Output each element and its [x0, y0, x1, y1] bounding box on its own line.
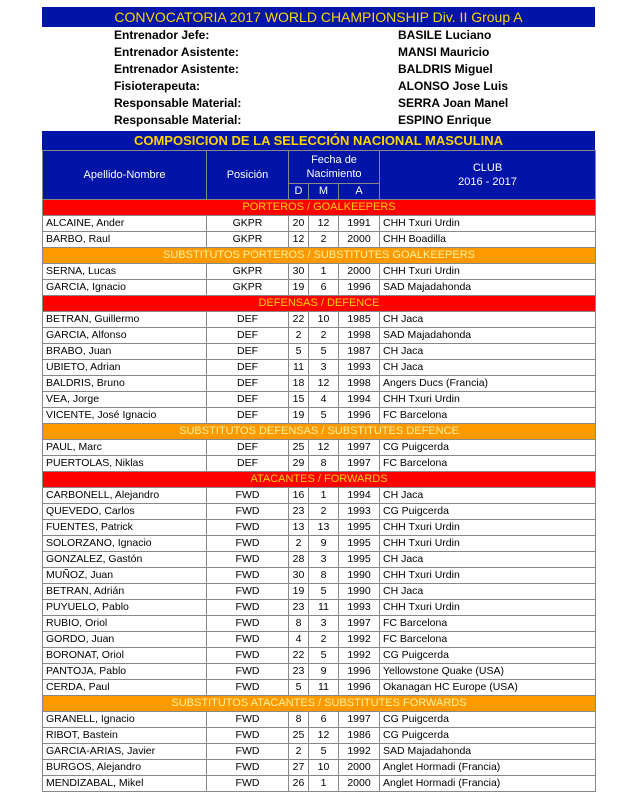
table-row: [43, 664, 596, 680]
table-row: [43, 616, 596, 632]
birth-month: 3: [309, 360, 339, 376]
birth-year: 1997: [339, 456, 380, 472]
player-name: MENDIZABAL, Mikel: [43, 776, 207, 792]
birth-year: 1998: [339, 376, 380, 392]
birth-year: 2000: [339, 232, 380, 248]
table-row: [43, 456, 596, 472]
player-name: RIBOT, Bastein: [43, 728, 207, 744]
table-row: [43, 264, 596, 280]
birth-year: 1991: [339, 216, 380, 232]
birth-month: 12: [309, 440, 339, 456]
staff-row: [114, 112, 584, 129]
table-row: [43, 760, 596, 776]
birth-year: 1986: [339, 728, 380, 744]
birth-year: 2000: [339, 776, 380, 792]
birth-year: 1993: [339, 504, 380, 520]
player-club: CH Jaca: [380, 552, 596, 568]
player-position: FWD: [207, 776, 289, 792]
player-name: MUÑOZ, Juan: [43, 568, 207, 584]
player-position: FWD: [207, 632, 289, 648]
table-row: [43, 744, 596, 760]
player-name: GARCIA, Alfonso: [43, 328, 207, 344]
table-row: [43, 504, 596, 520]
player-position: DEF: [207, 408, 289, 424]
player-name: GARCIA, Ignacio: [43, 280, 207, 296]
birth-month: 2: [309, 232, 339, 248]
birth-year: 1992: [339, 648, 380, 664]
birth-day: 5: [289, 344, 309, 360]
table-row: [43, 488, 596, 504]
birth-month: 2: [309, 504, 339, 520]
header-season: 2016 - 2017: [458, 176, 517, 188]
player-name: ALCAINE, Ander: [43, 216, 207, 232]
staff-row: [114, 78, 584, 95]
birth-day: 8: [289, 616, 309, 632]
header-club: [380, 151, 596, 200]
player-name: SOLORZANO, Ignacio: [43, 536, 207, 552]
player-position: FWD: [207, 728, 289, 744]
birth-day: 16: [289, 488, 309, 504]
section-title: SUBSTITUTOS ATACANTES / SUBSTITUTES FORWARDS: [43, 696, 596, 712]
player-club: CG Puigcerda: [380, 728, 596, 744]
player-name: VICENTE, José Ignacio: [43, 408, 207, 424]
birth-year: 1990: [339, 584, 380, 600]
player-position: DEF: [207, 312, 289, 328]
birth-day: 22: [289, 312, 309, 328]
player-position: FWD: [207, 488, 289, 504]
table-row: [43, 776, 596, 792]
birth-month: 2: [309, 632, 339, 648]
composition-title: COMPOSICION DE LA SELECCIÓN NACIONAL MASCULINA: [42, 131, 595, 150]
staff-role: Fisioterapeuta:: [114, 79, 201, 93]
table-row: [43, 584, 596, 600]
player-position: FWD: [207, 712, 289, 728]
player-club: SAD Majadahonda: [380, 744, 596, 760]
player-name: GORDO, Juan: [43, 632, 207, 648]
birth-year: 1995: [339, 552, 380, 568]
table-row: [43, 712, 596, 728]
birth-day: 19: [289, 584, 309, 600]
player-position: FWD: [207, 600, 289, 616]
staff-name: BALDRIS Miguel: [398, 62, 493, 76]
staff-role: Entrenador Asistente:: [114, 62, 239, 76]
player-club: CH Jaca: [380, 584, 596, 600]
player-name: VEA, Jorge: [43, 392, 207, 408]
birth-month: 2: [309, 328, 339, 344]
birth-day: 19: [289, 280, 309, 296]
player-club: CHH Txuri Urdin: [380, 264, 596, 280]
header-position: Posición: [207, 151, 289, 200]
player-club: CHH Txuri Urdin: [380, 520, 596, 536]
birth-month: 1: [309, 488, 339, 504]
player-name: PUERTOLAS, Niklas: [43, 456, 207, 472]
birth-month: 5: [309, 344, 339, 360]
table-row: [43, 728, 596, 744]
birth-year: 1993: [339, 600, 380, 616]
player-position: FWD: [207, 584, 289, 600]
staff-row: [114, 61, 584, 78]
player-club: FC Barcelona: [380, 616, 596, 632]
birth-month: 10: [309, 760, 339, 776]
player-name: PANTOJA, Pablo: [43, 664, 207, 680]
birth-year: 1994: [339, 488, 380, 504]
player-name: CARBONELL, Alejandro: [43, 488, 207, 504]
player-position: DEF: [207, 328, 289, 344]
player-position: GKPR: [207, 232, 289, 248]
table-row: [43, 648, 596, 664]
birth-day: 23: [289, 664, 309, 680]
birth-day: 25: [289, 440, 309, 456]
birth-month: 3: [309, 616, 339, 632]
header-month: M: [309, 184, 339, 200]
table-row: [43, 552, 596, 568]
birth-day: 28: [289, 552, 309, 568]
birth-year: 1997: [339, 440, 380, 456]
staff-role: Entrenador Jefe:: [114, 28, 210, 42]
player-position: DEF: [207, 440, 289, 456]
table-row: [43, 680, 596, 696]
table-row: [43, 376, 596, 392]
table-row: [43, 568, 596, 584]
birth-day: 30: [289, 264, 309, 280]
birth-day: 5: [289, 680, 309, 696]
birth-day: 18: [289, 376, 309, 392]
birth-day: 20: [289, 216, 309, 232]
player-position: FWD: [207, 760, 289, 776]
section-header: [43, 248, 596, 264]
birth-year: 1995: [339, 520, 380, 536]
player-club: CG Puigcerda: [380, 648, 596, 664]
birth-year: 1985: [339, 312, 380, 328]
player-name: BRABO, Juan: [43, 344, 207, 360]
document-title: CONVOCATORIA 2017 WORLD CHAMPIONSHIP Div. II Group A: [42, 7, 595, 27]
player-position: DEF: [207, 392, 289, 408]
player-position: FWD: [207, 520, 289, 536]
player-club: Angers Ducs (Francia): [380, 376, 596, 392]
table-row: [43, 520, 596, 536]
staff-row: [114, 44, 584, 61]
header-day: D: [289, 184, 309, 200]
player-club: CHH Boadilla: [380, 232, 596, 248]
player-club: CH Jaca: [380, 488, 596, 504]
birth-day: 25: [289, 728, 309, 744]
player-club: CG Puigcerda: [380, 504, 596, 520]
roster-body: [43, 200, 596, 792]
birth-day: 11: [289, 360, 309, 376]
birth-day: 2: [289, 328, 309, 344]
staff-row: [114, 95, 584, 112]
birth-month: 6: [309, 712, 339, 728]
player-name: BETRAN, Adrián: [43, 584, 207, 600]
birth-year: 1992: [339, 744, 380, 760]
player-position: FWD: [207, 568, 289, 584]
birth-year: 1996: [339, 280, 380, 296]
birth-year: 1995: [339, 536, 380, 552]
player-club: CG Puigcerda: [380, 440, 596, 456]
header-year: A: [339, 184, 380, 200]
player-club: Yellowstone Quake (USA): [380, 664, 596, 680]
birth-month: 8: [309, 568, 339, 584]
player-club: CHH Txuri Urdin: [380, 392, 596, 408]
birth-year: 1997: [339, 712, 380, 728]
player-name: RUBIO, Oriol: [43, 616, 207, 632]
player-club: CHH Txuri Urdin: [380, 600, 596, 616]
player-name: PUYUELO, Pablo: [43, 600, 207, 616]
table-row: [43, 440, 596, 456]
player-position: FWD: [207, 616, 289, 632]
player-club: FC Barcelona: [380, 632, 596, 648]
birth-month: 12: [309, 216, 339, 232]
table-row: [43, 360, 596, 376]
table-row: [43, 232, 596, 248]
birth-day: 22: [289, 648, 309, 664]
staff-name: BASILE Luciano: [398, 28, 492, 42]
section-title: ATACANTES / FORWARDS: [43, 472, 596, 488]
birth-month: 3: [309, 552, 339, 568]
player-club: Anglet Hormadi (Francia): [380, 760, 596, 776]
player-position: FWD: [207, 552, 289, 568]
staff-name: SERRA Joan Manel: [398, 96, 509, 110]
player-position: DEF: [207, 360, 289, 376]
table-row: [43, 408, 596, 424]
player-name: GRANELL, Ignacio: [43, 712, 207, 728]
birth-day: 12: [289, 232, 309, 248]
player-position: FWD: [207, 536, 289, 552]
staff-role: Entrenador Asistente:: [114, 45, 239, 59]
birth-day: 26: [289, 776, 309, 792]
birth-month: 5: [309, 584, 339, 600]
player-club: CH Jaca: [380, 312, 596, 328]
birth-year: 1994: [339, 392, 380, 408]
birth-year: 1993: [339, 360, 380, 376]
staff-role: Responsable Material:: [114, 96, 242, 110]
birth-month: 12: [309, 728, 339, 744]
player-club: SAD Majadahonda: [380, 280, 596, 296]
table-row: [43, 280, 596, 296]
player-position: FWD: [207, 648, 289, 664]
birth-year: 1998: [339, 328, 380, 344]
player-name: BETRAN, Guillermo: [43, 312, 207, 328]
birth-year: 1987: [339, 344, 380, 360]
birth-month: 5: [309, 744, 339, 760]
player-position: GKPR: [207, 280, 289, 296]
player-name: FUENTES, Patrick: [43, 520, 207, 536]
section-header: [43, 296, 596, 312]
birth-year: 2000: [339, 760, 380, 776]
birth-month: 10: [309, 312, 339, 328]
table-row: [43, 216, 596, 232]
section-title: DEFENSAS / DEFENCE: [43, 296, 596, 312]
table-row: [43, 312, 596, 328]
player-club: CG Puigcerda: [380, 712, 596, 728]
player-club: CH Jaca: [380, 344, 596, 360]
birth-day: 2: [289, 536, 309, 552]
table-row: [43, 600, 596, 616]
birth-month: 9: [309, 664, 339, 680]
player-name: GARCIA-ARIAS, Javier: [43, 744, 207, 760]
header-club-label: CLUB: [472, 162, 503, 174]
player-position: DEF: [207, 376, 289, 392]
header-dob: Fecha de Nacimiento: [289, 151, 380, 184]
player-name: SERNA, Lucas: [43, 264, 207, 280]
birth-month: 5: [309, 648, 339, 664]
birth-month: 1: [309, 264, 339, 280]
birth-day: 27: [289, 760, 309, 776]
birth-day: 19: [289, 408, 309, 424]
birth-day: 23: [289, 504, 309, 520]
table-row: [43, 392, 596, 408]
player-position: FWD: [207, 664, 289, 680]
player-position: GKPR: [207, 264, 289, 280]
birth-month: 5: [309, 408, 339, 424]
player-club: CH Jaca: [380, 360, 596, 376]
section-title: SUBSTITUTOS PORTEROS / SUBSTITUTES GOALKEEPERS: [43, 248, 596, 264]
birth-day: 13: [289, 520, 309, 536]
section-header: [43, 200, 596, 216]
player-club: FC Barcelona: [380, 456, 596, 472]
birth-month: 8: [309, 456, 339, 472]
birth-day: 8: [289, 712, 309, 728]
birth-month: 4: [309, 392, 339, 408]
player-name: BURGOS, Alejandro: [43, 760, 207, 776]
birth-year: 1996: [339, 408, 380, 424]
player-name: CERDA, Paul: [43, 680, 207, 696]
player-position: FWD: [207, 744, 289, 760]
player-position: DEF: [207, 456, 289, 472]
staff-role: Responsable Material:: [114, 113, 242, 127]
staff-name: MANSI Mauricio: [398, 45, 490, 59]
table-row: [43, 344, 596, 360]
player-club: CHH Txuri Urdin: [380, 216, 596, 232]
header-name: Apellido-Nombre: [43, 151, 207, 200]
birth-month: 11: [309, 600, 339, 616]
birth-month: 6: [309, 280, 339, 296]
staff-name: ALONSO Jose Luis: [398, 79, 509, 93]
table-row: [43, 632, 596, 648]
section-header: [43, 424, 596, 440]
table-row: [43, 536, 596, 552]
staff-name: ESPINO Enrique: [398, 113, 492, 127]
birth-month: 11: [309, 680, 339, 696]
birth-month: 12: [309, 376, 339, 392]
player-name: QUEVEDO, Carlos: [43, 504, 207, 520]
player-name: BORONAT, Oriol: [43, 648, 207, 664]
player-name: UBIETO, Adrian: [43, 360, 207, 376]
player-name: GONZALEZ, Gastón: [43, 552, 207, 568]
roster-table: [42, 150, 596, 792]
staff-row: [114, 27, 584, 44]
player-club: CHH Txuri Urdin: [380, 568, 596, 584]
birth-year: 1996: [339, 680, 380, 696]
birth-day: 30: [289, 568, 309, 584]
player-name: PAUL, Marc: [43, 440, 207, 456]
player-name: BALDRIS, Bruno: [43, 376, 207, 392]
player-club: Okanagan HC Europe (USA): [380, 680, 596, 696]
section-title: PORTEROS / GOALKEEPERS: [43, 200, 596, 216]
player-position: GKPR: [207, 216, 289, 232]
staff-list: [114, 27, 584, 129]
section-header: [43, 472, 596, 488]
birth-day: 2: [289, 744, 309, 760]
birth-year: 1997: [339, 616, 380, 632]
birth-day: 15: [289, 392, 309, 408]
birth-day: 4: [289, 632, 309, 648]
birth-month: 9: [309, 536, 339, 552]
birth-day: 29: [289, 456, 309, 472]
section-header: [43, 696, 596, 712]
section-title: SUBSTITUTOS DEFENSAS / SUBSTITUTES DEFENCE: [43, 424, 596, 440]
player-club: CHH Txuri Urdin: [380, 536, 596, 552]
birth-year: 1996: [339, 664, 380, 680]
birth-year: 1992: [339, 632, 380, 648]
player-position: DEF: [207, 344, 289, 360]
table-row: [43, 328, 596, 344]
birth-month: 13: [309, 520, 339, 536]
player-position: FWD: [207, 680, 289, 696]
player-name: BARBO, Raul: [43, 232, 207, 248]
birth-day: 23: [289, 600, 309, 616]
player-position: FWD: [207, 504, 289, 520]
birth-year: 1990: [339, 568, 380, 584]
birth-month: 1: [309, 776, 339, 792]
player-club: Anglet Hormadi (Francia): [380, 776, 596, 792]
player-club: SAD Majadahonda: [380, 328, 596, 344]
player-club: FC Barcelona: [380, 408, 596, 424]
birth-year: 2000: [339, 264, 380, 280]
